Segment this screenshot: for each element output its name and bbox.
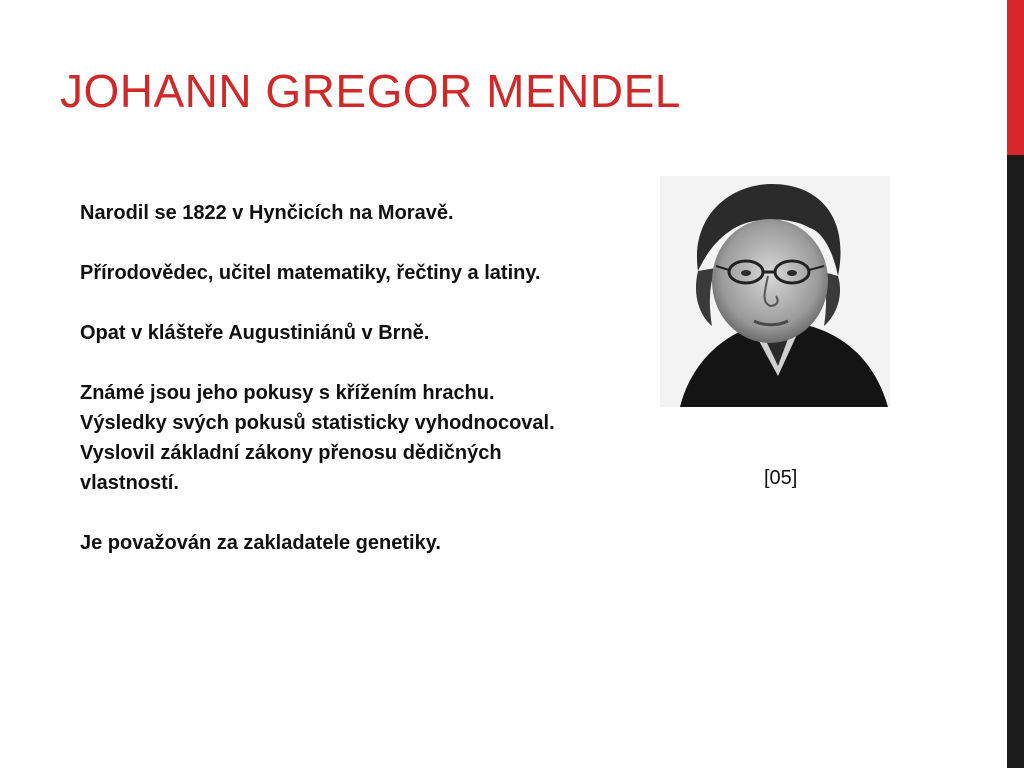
paragraph-founder: Je považován za zakladatele genetiky. bbox=[80, 532, 441, 554]
image-caption: [05] bbox=[764, 467, 798, 489]
portrait-illustration bbox=[660, 176, 890, 407]
paragraph-abbot: Opat v klášteře Augustiniánů v Brně. bbox=[80, 322, 430, 344]
accent-bar-dark bbox=[1007, 155, 1024, 768]
accent-bar-red bbox=[1007, 0, 1024, 155]
paragraph-profession: Přírodovědec, učitel matematiky, řečtiny a latiny. bbox=[80, 262, 541, 284]
paragraph-birth: Narodil se 1822 v Hynčicích na Moravě. bbox=[80, 202, 454, 224]
paragraph-experiments: Známé jsou jeho pokusy s křížením hrachu. bbox=[80, 382, 495, 404]
body-text bbox=[80, 198, 580, 558]
slide-title: JOHANN GREGOR MENDEL bbox=[60, 65, 681, 117]
paragraph-laws: Vyslovil základní zákony přenosu dědičných vlastností. bbox=[80, 442, 502, 494]
portrait-image bbox=[660, 176, 890, 407]
paragraph-statistics: Výsledky svých pokusů statisticky vyhodnocoval. bbox=[80, 412, 555, 434]
